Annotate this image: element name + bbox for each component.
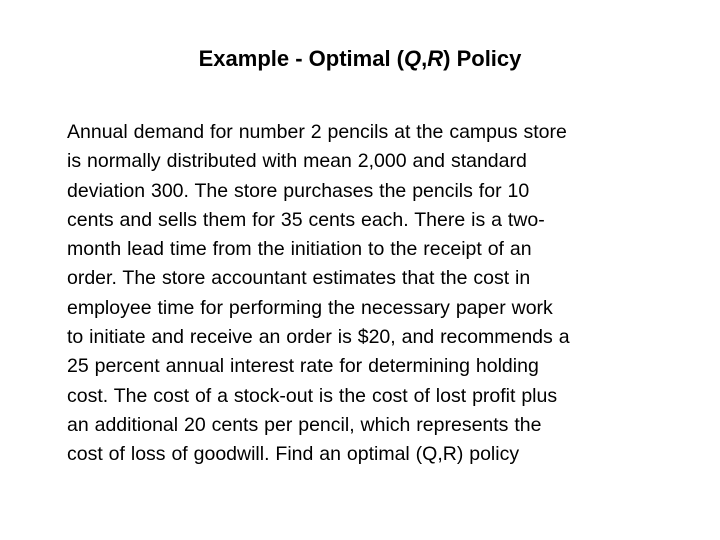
problem-line: deviation 300. The store purchases the pencils for 10 — [67, 179, 530, 202]
problem-line: is normally distributed with mean 2,000 and standard — [67, 150, 527, 173]
title-prefix: Example - Optimal ( — [198, 46, 404, 71]
problem-line: cost of loss of goodwill. Find an optimal (Q,R) policy — [67, 443, 520, 466]
problem-line: 25 percent annual interest rate for determining holding — [67, 355, 539, 378]
problem-line: cost. The cost of a stock-out is the cost of lost profit plus — [67, 384, 558, 407]
problem-line: employee time for performing the necessary paper work — [67, 296, 553, 319]
problem-line: order. The store accountant estimates that the cost in — [67, 267, 531, 290]
title-suffix: ) Policy — [443, 46, 522, 71]
problem-line: to initiate and receive an order is $20, and recommends a — [67, 326, 570, 349]
slide-title — [0, 44, 720, 74]
title-comma: , — [421, 46, 428, 71]
problem-line: an additional 20 cents per pencil, which represents the — [67, 413, 542, 436]
problem-line: month lead time from the initiation to the receipt of an — [67, 238, 532, 261]
title-q-variable: Q — [404, 46, 422, 71]
title-r-variable: R — [427, 46, 444, 71]
problem-line: Annual demand for number 2 pencils at the campus store — [67, 121, 567, 143]
problem-line: cents and sells them for 35 cents each. There is a two- — [67, 208, 545, 231]
problem-statement — [67, 118, 687, 470]
